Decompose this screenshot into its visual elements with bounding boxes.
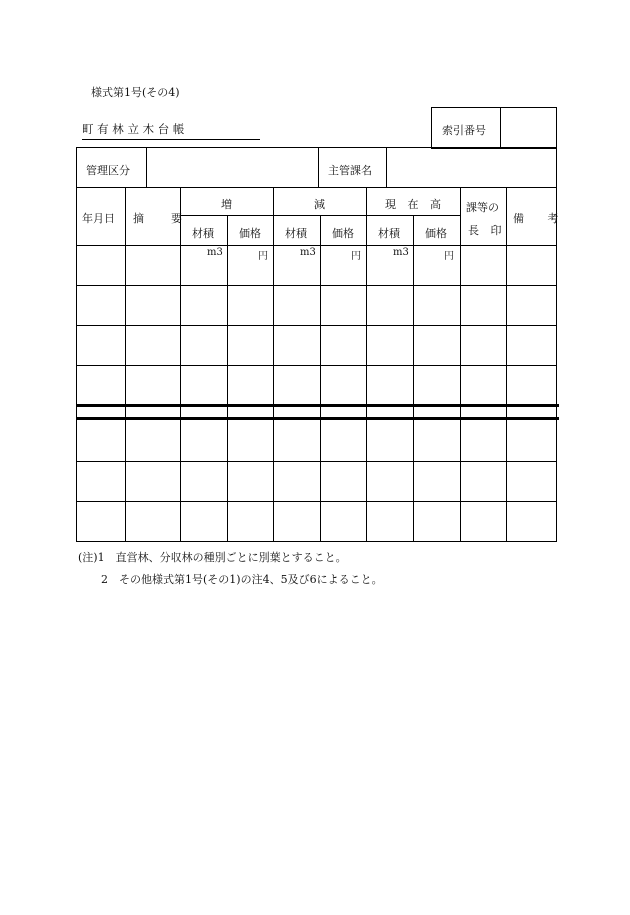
subheader-current-volume: 材積 xyxy=(378,227,400,240)
unit-decrease-price: 円 xyxy=(351,251,361,262)
subheader-increase-volume: 材積 xyxy=(192,227,214,240)
index-number-label: 索引番号 xyxy=(442,124,486,137)
unit-increase-volume: m3 xyxy=(207,247,223,258)
department-label: 主管課名 xyxy=(328,164,372,177)
header-decrease: 減 xyxy=(314,198,325,211)
header-remarks: 備 考 xyxy=(513,212,569,225)
header-summary: 摘 要 xyxy=(133,212,190,225)
header-chief-line1: 課等の xyxy=(466,201,499,214)
document-title: 町 有 林 立 木 台 帳 xyxy=(82,121,260,140)
note-2: 2 その他様式第1号(その1)の注4、5及び6によること。 xyxy=(101,573,383,586)
header-chief-line2: 長 印 xyxy=(468,224,506,237)
subheader-increase-price: 価格 xyxy=(239,227,261,240)
subheader-decrease-price: 価格 xyxy=(332,227,354,240)
header-date: 年月日 xyxy=(82,212,115,225)
unit-current-volume: m3 xyxy=(393,247,409,258)
management-row xyxy=(76,147,557,188)
form-number: 様式第1号(その4) xyxy=(91,86,180,99)
carry-over-divider xyxy=(76,404,559,407)
subheader-decrease-volume: 材積 xyxy=(285,227,307,240)
unit-decrease-volume: m3 xyxy=(300,247,316,258)
unit-increase-price: 円 xyxy=(258,251,268,262)
note-1: (注)1 直営林、分収林の種別ごとに別葉とすること。 xyxy=(78,551,347,564)
unit-current-price: 円 xyxy=(444,251,454,262)
header-increase: 増 xyxy=(221,198,232,211)
subheader-current-price: 価格 xyxy=(425,227,447,240)
management-label: 管理区分 xyxy=(86,164,130,177)
header-current: 現 在 高 xyxy=(385,198,445,211)
